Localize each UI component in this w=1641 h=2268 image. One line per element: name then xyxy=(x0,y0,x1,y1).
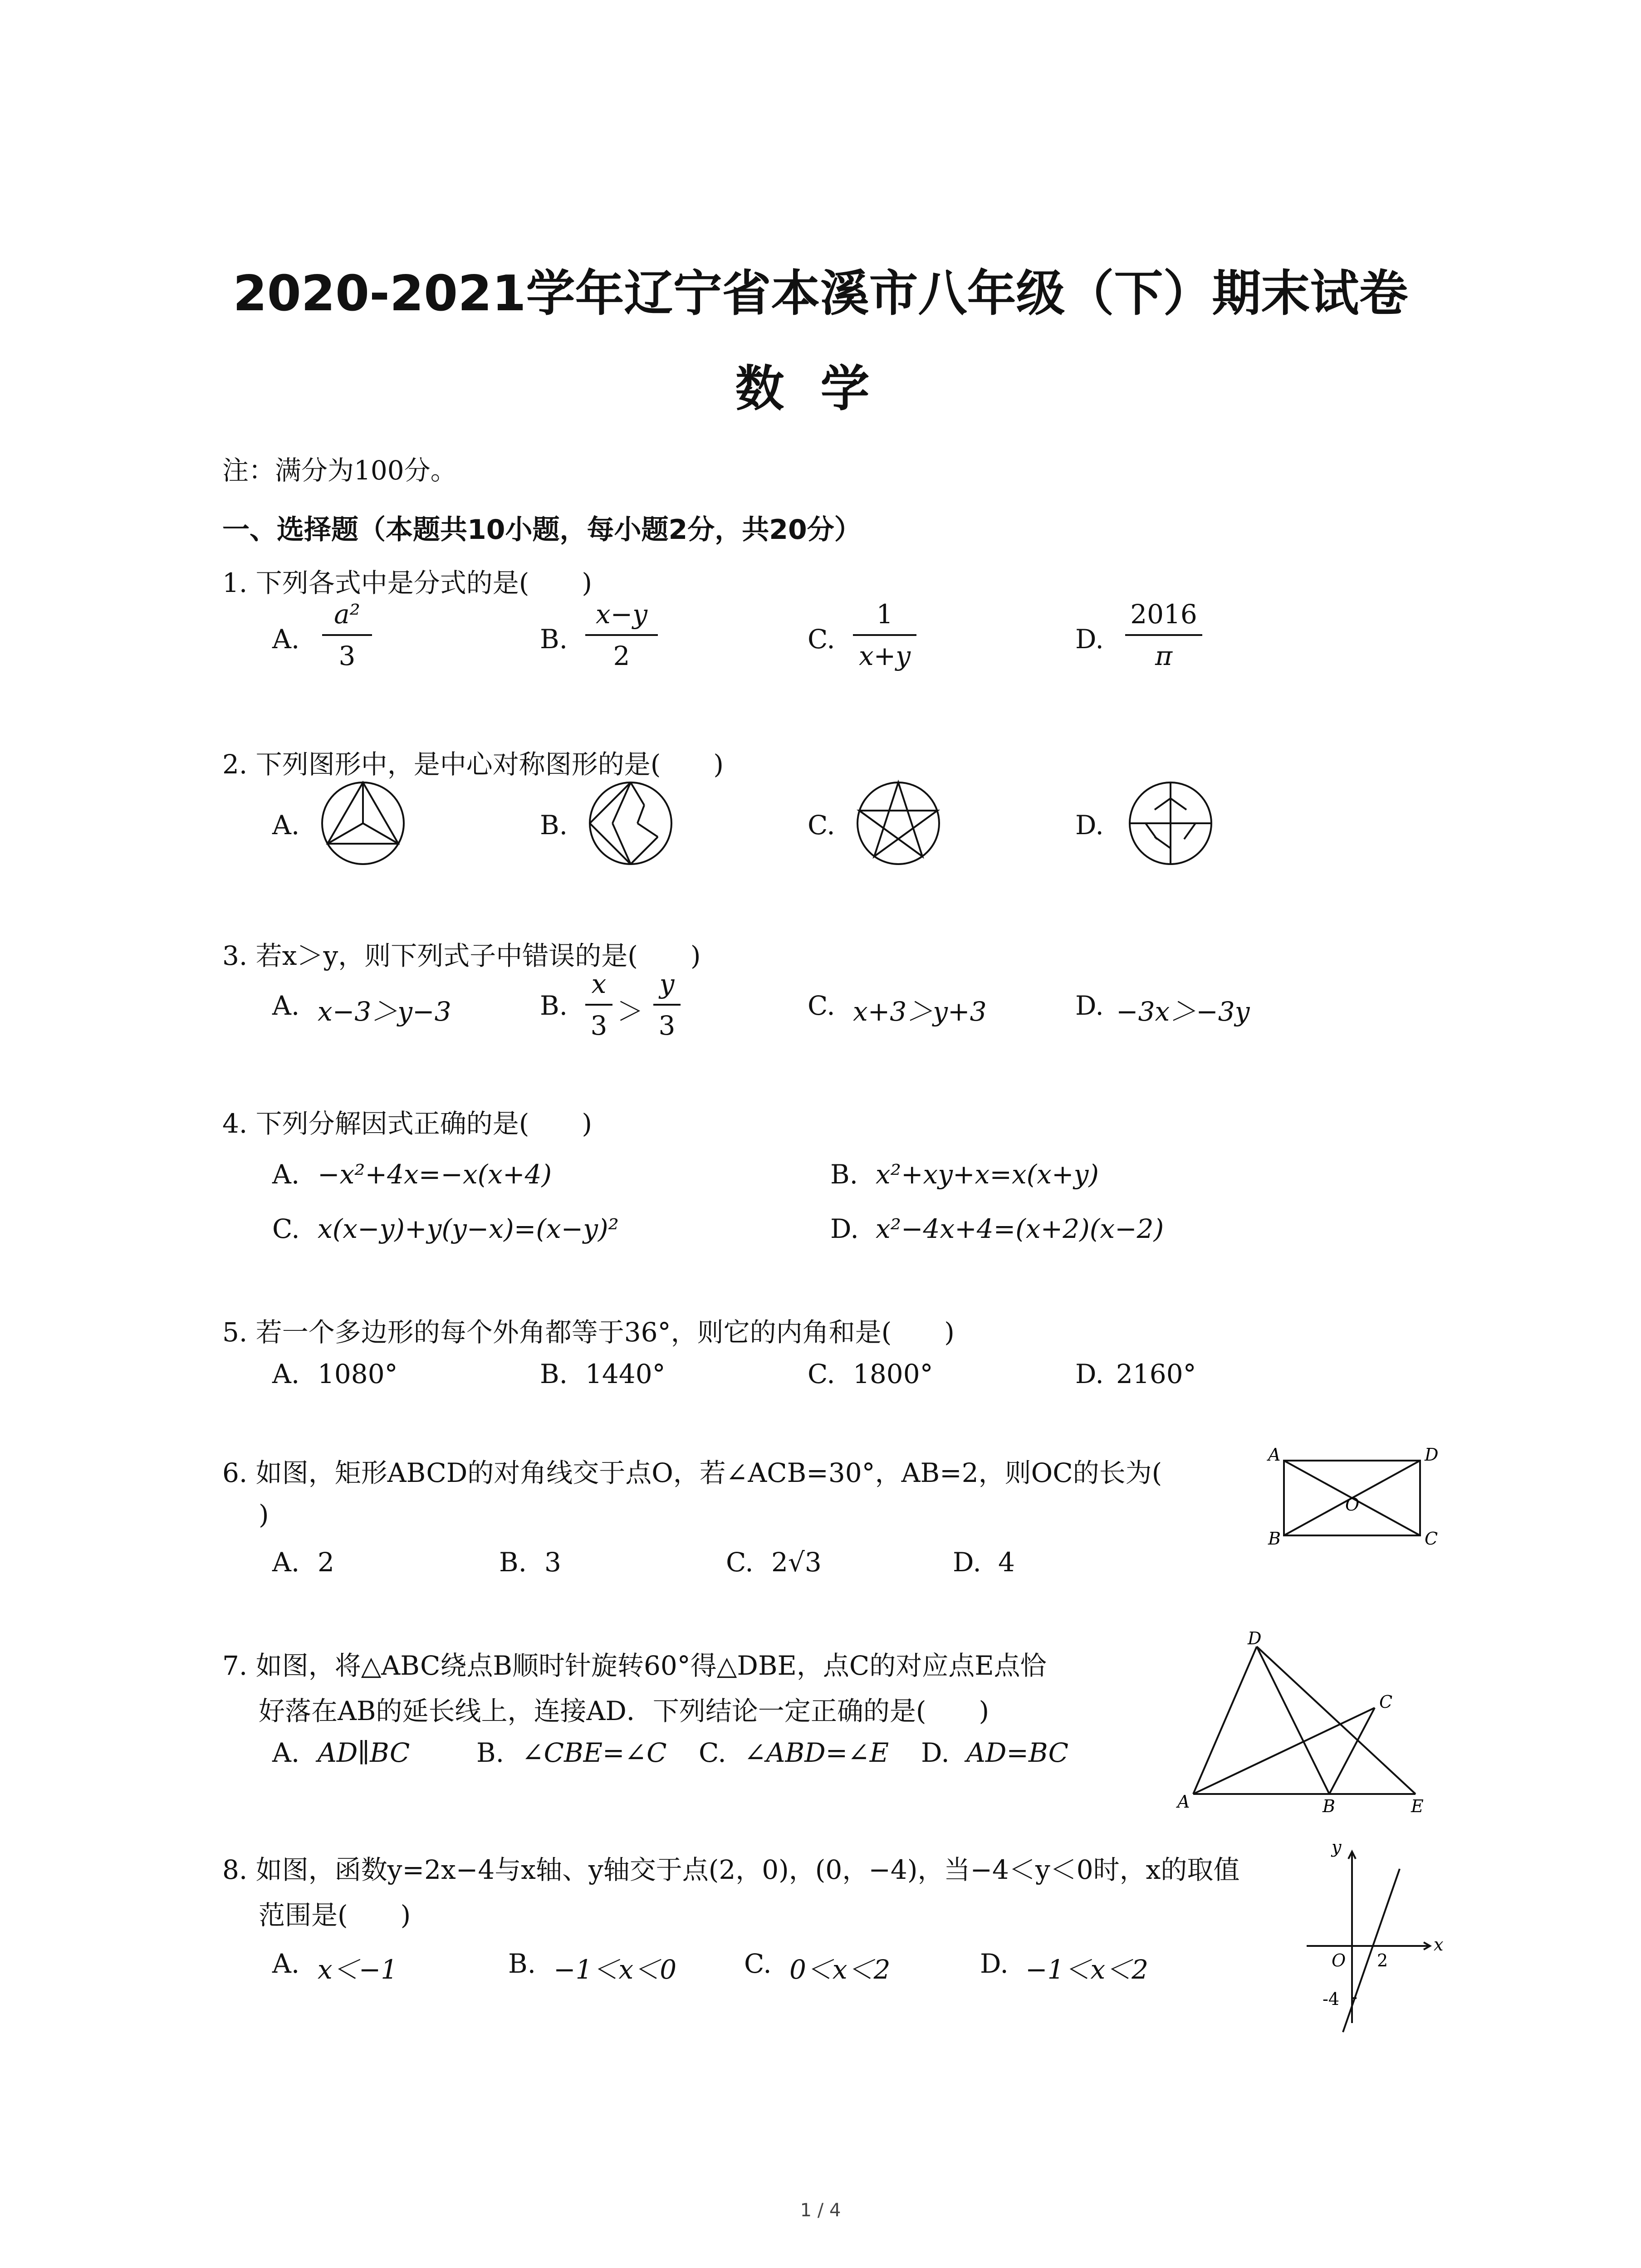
q8-function-graph xyxy=(1298,1837,1447,2041)
q2-figure-d xyxy=(1125,778,1216,869)
q4-option-c-text: x(x−y)+y(y−x)=(x−y)² xyxy=(318,1213,619,1244)
q8-option-a-text: x＜−1 xyxy=(318,1954,398,1985)
q7-option-b-text: ∠CBE=∠C xyxy=(522,1737,667,1768)
q4-option-b-text: x²+xy+x=x(x+y) xyxy=(876,1159,1099,1190)
q5-option-c-label: C. xyxy=(808,1359,835,1389)
q5-option-a-label: A. xyxy=(272,1359,300,1389)
question-8-stem-cont: 范围是( ) xyxy=(259,1900,411,1931)
q7-option-a-text: AD∥BC xyxy=(318,1737,410,1768)
q7-option-d-label: D. xyxy=(921,1737,950,1768)
q8-label-minus-four: -4 xyxy=(1323,1989,1340,2009)
q8-label-two: 2 xyxy=(1377,1950,1388,1970)
q3-option-c-label: C. xyxy=(808,990,835,1021)
q1-option-b-fraction: x−y 2 xyxy=(585,599,658,671)
q1-option-c-label: C. xyxy=(808,624,835,655)
page-title: 2020-2021学年辽宁省本溪市八年级（下）期末试卷 xyxy=(233,265,1408,322)
q6-label-d: D xyxy=(1425,1445,1439,1465)
q6-label-o: O xyxy=(1345,1495,1360,1515)
q6-option-b-text: 3 xyxy=(544,1547,561,1578)
q6-label-b: B xyxy=(1268,1529,1281,1549)
q7-option-a-label: A. xyxy=(272,1737,300,1768)
page-number: 1 / 4 xyxy=(800,2200,841,2221)
q2-figure-a xyxy=(318,778,408,869)
q3-option-a-text: x−3＞y−3 xyxy=(318,996,451,1027)
q7-label-e: E xyxy=(1411,1796,1424,1816)
q4-option-c-label: C. xyxy=(272,1213,300,1244)
q7-option-d-text: AD=BC xyxy=(966,1737,1069,1768)
q2-option-d-label: D. xyxy=(1075,810,1104,841)
q5-option-d-text: 2160° xyxy=(1116,1359,1196,1389)
question-2-stem: 2. 下列图形中，是中心对称图形的是( ) xyxy=(222,749,724,780)
q5-option-c-text: 1800° xyxy=(853,1359,933,1389)
question-7-stem-cont: 好落在AB的延长线上，连接AD．下列结论一定正确的是( ) xyxy=(259,1696,989,1726)
q7-option-c-label: C. xyxy=(699,1737,726,1768)
q1-option-a-label: A. xyxy=(272,624,300,655)
q7-option-b-label: B. xyxy=(476,1737,505,1768)
q4-option-a-text: −x²+4x=−x(x+4) xyxy=(318,1159,552,1190)
q6-option-c-label: C. xyxy=(726,1547,754,1578)
q3-option-c-text: x+3＞y+3 xyxy=(853,996,987,1027)
q2-option-b-label: B. xyxy=(540,810,568,841)
q4-option-a-label: A. xyxy=(272,1159,300,1190)
question-8-stem: 8. 如图，函数y=2x−4与x轴、y轴交于点(2，0)，(0，−4)，当−4＜y＜0时，x的取值 xyxy=(222,1854,1240,1885)
question-6-stem: 6. 如图，矩形ABCD的对角线交于点O，若∠ACB=30°，AB=2，则OC的长为( xyxy=(222,1457,1162,1488)
q4-option-d-text: x²−4x+4=(x+2)(x−2) xyxy=(876,1213,1164,1244)
note: 注：满分为100分。 xyxy=(222,455,457,486)
question-3-stem: 3. 若x＞y，则下列式子中错误的是( ) xyxy=(222,940,701,971)
q6-option-c-text: 2√3 xyxy=(771,1547,822,1578)
q1-option-c-fraction: 1 x+y xyxy=(853,599,916,671)
q6-option-d-label: D. xyxy=(953,1547,981,1578)
q3-option-d-label: D. xyxy=(1075,990,1104,1021)
q3-option-b-relation: ＞ xyxy=(617,996,644,1027)
q3-option-a-label: A. xyxy=(272,990,300,1021)
q5-option-d-label: D. xyxy=(1075,1359,1104,1389)
q7-label-a: A xyxy=(1177,1792,1190,1812)
q8-option-b-text: −1＜x＜0 xyxy=(554,1954,677,1985)
q8-label-y-axis: y xyxy=(1332,1837,1342,1857)
q2-option-c-label: C. xyxy=(808,810,835,841)
question-6-stem-cont: ) xyxy=(259,1499,269,1530)
q8-option-c-text: 0＜x＜2 xyxy=(789,1954,891,1985)
q1-option-a-fraction: a² 3 xyxy=(322,599,372,671)
q2-figure-b xyxy=(585,778,676,869)
q3-option-d-text: −3x＞−3y xyxy=(1116,996,1250,1027)
q3-option-b-label: B. xyxy=(540,990,568,1021)
question-7-stem: 7. 如图，将△ABC绕点B顺时针旋转60°得△DBE，点C的对应点E点恰 xyxy=(222,1650,1047,1681)
question-1-stem: 1. 下列各式中是分式的是( ) xyxy=(222,567,593,598)
q7-label-d: D xyxy=(1248,1628,1262,1648)
q6-label-c: C xyxy=(1425,1529,1438,1549)
q8-option-c-label: C. xyxy=(744,1948,772,1979)
q8-label-x-axis: x xyxy=(1434,1935,1444,1955)
q7-option-c-text: ∠ABD=∠E xyxy=(744,1737,889,1768)
q8-option-b-label: B. xyxy=(508,1948,536,1979)
q8-label-origin: O xyxy=(1332,1950,1346,1970)
q2-figure-c xyxy=(853,778,944,869)
q7-rotation-figure xyxy=(1175,1628,1429,1823)
q4-option-d-label: D. xyxy=(830,1213,859,1244)
q8-option-a-label: A. xyxy=(272,1948,300,1979)
q4-option-b-label: B. xyxy=(830,1159,858,1190)
q1-option-d-label: D. xyxy=(1075,624,1104,655)
q6-option-a-label: A. xyxy=(272,1547,300,1578)
q1-option-d-fraction: 2016 π xyxy=(1125,599,1202,671)
q2-option-a-label: A. xyxy=(272,810,300,841)
page-subtitle: 数学 xyxy=(735,361,906,417)
q6-rectangle-figure xyxy=(1266,1447,1438,1551)
q7-label-b: B xyxy=(1323,1796,1335,1816)
q5-option-b-label: B. xyxy=(540,1359,568,1389)
question-5-stem: 5. 若一个多边形的每个外角都等于36°，则它的内角和是( ) xyxy=(222,1317,955,1348)
q7-label-c: C xyxy=(1379,1692,1393,1712)
q6-option-b-label: B. xyxy=(499,1547,527,1578)
q1-option-b-label: B. xyxy=(540,624,568,655)
section-heading: 一、选择题（本题共10小题，每小题2分，共20分） xyxy=(222,514,862,546)
q8-option-d-text: −1＜x＜2 xyxy=(1025,1954,1149,1985)
question-4-stem: 4. 下列分解因式正确的是( ) xyxy=(222,1108,593,1139)
q5-option-a-text: 1080° xyxy=(318,1359,398,1389)
q3-option-b-fraction-2: y 3 xyxy=(653,968,681,1041)
q6-label-a: A xyxy=(1268,1445,1281,1465)
q6-option-d-text: 4 xyxy=(998,1547,1015,1578)
q5-option-b-text: 1440° xyxy=(585,1359,666,1389)
q6-option-a-text: 2 xyxy=(318,1547,334,1578)
q8-option-d-label: D. xyxy=(980,1948,1009,1979)
q3-option-b-fraction-1: x 3 xyxy=(585,968,612,1041)
